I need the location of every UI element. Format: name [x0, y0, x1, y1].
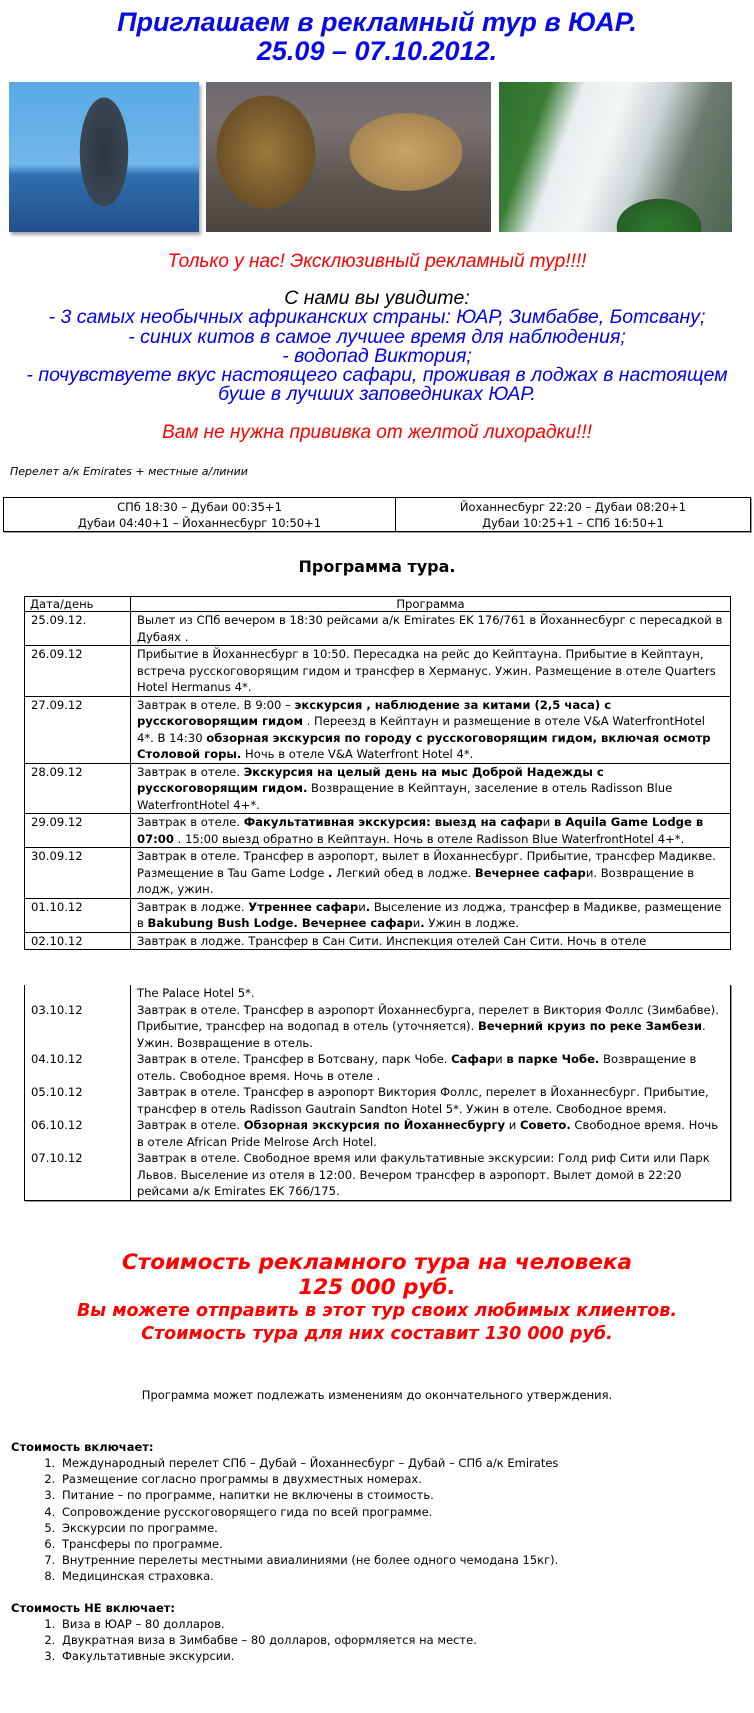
- text: и: [358, 899, 366, 914]
- price-block: [0, 1250, 754, 1346]
- highlight-item: - 3 самых необычных африканских страны: ЮАР, Зимбабве, Ботсвану;: [48, 306, 706, 329]
- program-row: [25, 985, 731, 1002]
- text: и: [505, 1118, 520, 1132]
- includes-item: 4. Сопровождение русскоговорящего гида по всей программе.: [59, 1504, 741, 1520]
- text: Свободное время. Ночь в отеле African Pride Melrose Arch Hotel.: [137, 1118, 719, 1149]
- price-heading: Стоимость рекламного тура на человека: [121, 1250, 633, 1275]
- bold-text: обзорная экскурсия по городу с русскоговорящим гидом, включая осмотр Столовой горы.: [137, 730, 711, 761]
- text: . 15:00 выезд обратно в Кейптаун. Ночь в отеле Radisson Blue WaterfrontHotel 4+*.: [173, 831, 685, 846]
- program-date: 25.09.12.: [25, 612, 131, 646]
- text: Завтрак в отеле.: [137, 815, 244, 829]
- text: Завтрак в отеле. Трансфер в аэропорт, вылет в Йоханнесбург. Прибытие, трансфер Мадикве. Размещение в Tau Game Lodge: [137, 849, 716, 880]
- program-row: [25, 1117, 731, 1150]
- whale-photo: [9, 82, 199, 232]
- lions-photo: [206, 82, 491, 232]
- program-date: 07.10.12: [25, 1150, 131, 1200]
- excludes-section: [11, 1600, 741, 1665]
- excludes-list: [11, 1616, 741, 1665]
- program-description: [131, 848, 731, 899]
- text: Прибытие в Йоханнесбург в 10:50. Пересадка на рейс до Кейптауна. Прибытие в Кейптаун, встреча русскоговорящим гидом и трансфер в Херманус. Ужин. Размещение в отеле Quarters Hotel Hermanus 4*.: [137, 647, 716, 694]
- highlight-item: - синих китов в самое лучшее время для наблюдения;: [128, 325, 626, 348]
- text: и. Возвращение в лодж, ужин.: [137, 865, 695, 896]
- program-row: [25, 646, 731, 697]
- price-value: 125 000 руб.: [298, 1275, 456, 1300]
- bold-text: Утреннее сафар: [248, 899, 359, 914]
- program-row: [25, 848, 731, 899]
- includes-list: [11, 1455, 741, 1585]
- program-header-row: [25, 597, 731, 612]
- text: Завтрак в отеле. Трансфер в аэропорт Йоханнесбурга, перелет в Виктория Фоллс (Зимбабве). Прибытие, трансфер на водопад в отель (уточняется).: [137, 1002, 719, 1033]
- program-description: [131, 1051, 731, 1084]
- program-date: 30.09.12: [25, 848, 131, 899]
- exclusive-tagline: Только у нас! Эксклюзивный рекламный тур!!!!: [167, 251, 587, 272]
- program-description: [131, 696, 731, 763]
- program-row: [25, 763, 731, 814]
- bold-text: Сафар: [451, 1052, 496, 1066]
- excludes-heading: Стоимость НЕ включает:: [11, 1601, 176, 1615]
- flight-segment: Дубаи 04:40+1 – Йоханнесбург 10:50+1: [77, 515, 322, 530]
- text: Ночь в отеле V&A Waterfront Hotel 4*.: [241, 747, 474, 761]
- program-description: [131, 985, 731, 1002]
- program-date: 27.09.12: [25, 696, 131, 763]
- price-clients-note: Вы можете отправить в этот тур своих любимых клиентов.: [76, 1301, 678, 1321]
- text: Завтрак в лодже.: [137, 899, 249, 914]
- program-date: 05.10.12: [25, 1084, 131, 1117]
- text: Завтрак в отеле. Трансфер в Ботсвану, парк Чобе.: [137, 1052, 452, 1066]
- no-vaccine-notice: Вам не нужна прививка от желтой лихорадки!!!: [162, 422, 592, 443]
- highlights-block: [0, 289, 754, 405]
- highlight-item: - почувствуете вкус настоящего сафари, проживая в лоджах в настоящем: [26, 364, 728, 387]
- flights-table: [3, 497, 751, 532]
- text: Завтрак в отеле.: [137, 764, 244, 779]
- bold-text: Вечернее сафар: [474, 865, 586, 880]
- includes-section: [11, 1439, 741, 1585]
- bold-text: Вечерний круиз по реке Замбези: [477, 1019, 702, 1033]
- victoria-falls-photo: [499, 82, 732, 232]
- highlight-item: буше в лучших заповедниках ЮАР.: [218, 383, 536, 406]
- program-description: [131, 612, 731, 646]
- program-date: 01.10.12: [25, 898, 131, 932]
- text: Легкий обед в лодже.: [332, 865, 475, 880]
- text: Вылет из СПб вечером в 18:30 рейсами а/к Emirates EK 176/761 в Йоханнесбург с пересадкой в Дубаях .: [137, 613, 723, 644]
- column-header-program: Программа: [131, 597, 731, 612]
- includes-heading: Стоимость включает:: [11, 1440, 154, 1454]
- includes-item: 5. Экскурсии по программе.: [59, 1520, 741, 1536]
- text: и: [412, 916, 421, 930]
- highlight-item: - водопад Виктория;: [282, 344, 472, 367]
- bold-text: в парке Чобе.: [506, 1052, 600, 1066]
- program-date: 29.09.12: [25, 814, 131, 848]
- program-description: [131, 1084, 731, 1117]
- bold-text: в Aquila Game Lodge в 07:00: [137, 815, 704, 846]
- text: Завтрак в отеле. Трансфер в аэропорт Виктория Фоллс, перелет в Йоханнесбург. Прибытие, трансфер в отель Radisson Gautrain Sandton Hotel 5*. Ужин в отеле. Свободное время.: [137, 1085, 709, 1116]
- program-table: [24, 596, 731, 950]
- flight-segment: Дубаи 10:25+1 – СПб 16:50+1: [482, 515, 664, 530]
- text: Завтрак в отеле.: [137, 1118, 244, 1132]
- excludes-item: 2. Двукратная виза в Зимбабве – 80 долларов, оформляется на месте.: [59, 1632, 741, 1648]
- program-row: [25, 1051, 731, 1084]
- bold-text: Совето.: [519, 1118, 571, 1132]
- text: Завтрак в отеле. Свободное время или факультативные экскурсии: Голд риф Сити или Парк Львов. Выселение из отеля в 12:00. Вечером трансфер в аэропорт. Вылет домой в 22:20 рейсами а/к Emirates EK 766/175.: [137, 1151, 710, 1198]
- program-description: [131, 1117, 731, 1150]
- includes-item: 8. Медицинская страховка.: [59, 1568, 741, 1584]
- column-header-date: Дата/день: [25, 597, 131, 612]
- program-date: 04.10.12: [25, 1051, 131, 1084]
- program-row: [25, 1002, 731, 1052]
- program-table-continued: [24, 985, 731, 1201]
- text: Возвращение в Кейптаун, заселение в отель Radisson Blue WaterfrontHotel 4+*.: [137, 781, 673, 812]
- program-date: 26.09.12: [25, 646, 131, 697]
- program-description: [131, 646, 731, 697]
- excludes-item: 3. Факультативные экскурсии.: [59, 1648, 741, 1664]
- program-description: [131, 1150, 731, 1200]
- bold-text: .: [365, 899, 371, 914]
- text: Завтрак в отеле. В 9:00 –: [137, 697, 295, 712]
- includes-item: 3. Питание – по программе, напитки не включены в стоимость.: [59, 1487, 741, 1503]
- program-date: [25, 985, 131, 1002]
- program-date: 28.09.12: [25, 763, 131, 814]
- includes-item: 1. Международный перелет СПб – Дубай – Йоханнесбург – Дубай – СПб а/к Emirates: [59, 1455, 741, 1471]
- bold-text: Факультативная экскурсия: выезд на сафар: [243, 815, 543, 829]
- bold-text: экскурсия , наблюдение за китами (2,5 часа) с русскоговорящим гидом: [137, 697, 612, 728]
- bold-text: .: [328, 865, 333, 880]
- program-date: 02.10.12: [25, 932, 131, 950]
- title-line-2: 25.09 – 07.10.2012.: [256, 36, 498, 66]
- program-heading: Программа тура.: [298, 557, 456, 576]
- program-row: [25, 1084, 731, 1117]
- outbound-flights-cell: [4, 498, 396, 532]
- program-row: [25, 932, 731, 950]
- text: Завтрак в лодже. Трансфер в Сан Сити. Инспекция отелей Сан Сити. Ночь в отеле: [137, 933, 647, 948]
- program-date: 03.10.12: [25, 1002, 131, 1052]
- flight-segment: Йоханнесбург 22:20 – Дубаи 08:20+1: [459, 499, 687, 514]
- program-row: [25, 814, 731, 848]
- program-row: [25, 898, 731, 932]
- text: Возвращение в отель. Свободное время. Ночь в отеле .: [137, 1052, 697, 1083]
- page-title: [0, 8, 754, 66]
- program-row: [25, 612, 731, 646]
- text: The Palace Hotel 5*.: [137, 986, 255, 1000]
- bold-text: Обзорная экскурсия по Йоханнесбургу: [243, 1118, 506, 1132]
- text: и: [542, 815, 554, 829]
- program-row: [25, 696, 731, 763]
- text: и: [495, 1052, 507, 1066]
- program-description: [131, 814, 731, 848]
- program-description: [131, 1002, 731, 1052]
- text: . Переезд в Кейптаун и размещение в отеле V&A WaterfrontHotel 4*. В 14:30: [137, 714, 705, 745]
- excludes-item: 1. Виза в ЮАР – 80 долларов.: [59, 1616, 741, 1632]
- includes-item: 7. Внутренние перелеты местными авиалиниями (не более одного чемодана 15кг).: [59, 1552, 741, 1568]
- includes-item: 2. Размещение согласно программы в двухместных номерах.: [59, 1471, 741, 1487]
- program-date: 06.10.12: [25, 1117, 131, 1150]
- program-row: [25, 1150, 731, 1200]
- title-line-1: Приглашаем в рекламный тур в ЮАР.: [117, 7, 637, 37]
- program-description: [131, 932, 731, 950]
- text: Выселение из лоджа, трансфер в Мадикве, размещение в: [137, 899, 722, 930]
- bold-text: Экскурсия на целый день на мыс Доброй Надежды с русскоговорящим гидом.: [137, 764, 604, 795]
- changes-disclaimer: Программа может подлежать изменениям до окончательного утверждения.: [141, 1388, 613, 1402]
- text: . Ужин. Возвращение в отель.: [137, 1019, 706, 1050]
- bold-text: .: [420, 916, 425, 930]
- price-clients-value: Стоимость тура для них составит 130 000 руб.: [141, 1324, 613, 1344]
- text: Ужин в лодже.: [424, 916, 519, 930]
- bold-text: Bakubung Bush Lodge. Вечернее сафар: [147, 916, 413, 930]
- includes-item: 6. Трансферы по программе.: [59, 1536, 741, 1552]
- highlights-heading: С нами вы увидите:: [284, 287, 470, 309]
- return-flights-cell: [396, 498, 751, 532]
- program-description: [131, 898, 731, 932]
- flight-segment: СПб 18:30 – Дубаи 00:35+1: [117, 499, 282, 514]
- flights-caption: Перелет а/к Emirates + местные а/линии: [10, 465, 248, 478]
- program-description: [131, 763, 731, 814]
